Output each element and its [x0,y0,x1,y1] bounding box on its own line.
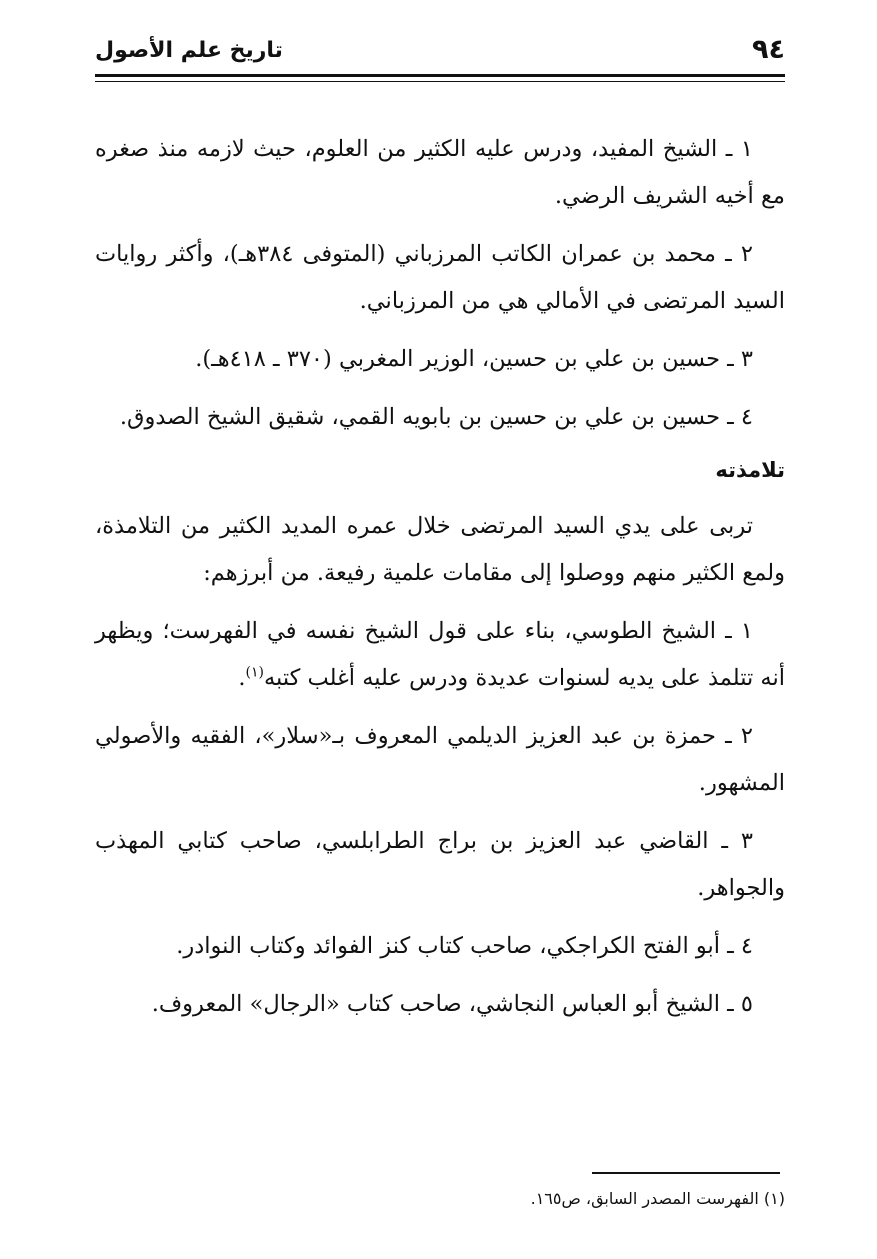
student-item-5: ٥ ـ الشيخ أبو العباس النجاشي، صاحب كتاب «الرجال» المعروف. [151,991,753,1017]
teacher-item-3: ٣ ـ حسين بن علي بن حسين، الوزير المغربي (٣٧٠ ـ ٤١٨هـ). [195,346,753,372]
teacher-item-2: ٢ ـ محمد بن عمران الكاتب المرزباني (المتوفى ٣٨٤هـ)، وأكثر روايات السيد المرتضى في الأمالي هي من المرزباني. [95,241,785,314]
header-rule-thin [95,81,785,82]
student-item-1-end: . [238,665,246,691]
footnote: (١) الفهرست المصدر السابق، ص١٦٥. [530,1189,785,1208]
section-heading: تلامذته [715,458,785,482]
footnote-separator [592,1172,780,1174]
footnote-reference: (١) [245,664,264,681]
page-number: ٩٤ [752,34,785,65]
teacher-item-1: ١ ـ الشيخ المفيد، ودرس عليه الكثير من العلوم، حيث لازمه منذ صغره مع أخيه الشريف الرضي. [95,136,785,209]
student-item-2: ٢ ـ حمزة بن عبد العزيز الديلمي المعروف بـ«سلار»، الفقيه والأصولي المشهور. [95,723,785,796]
student-item-4: ٤ ـ أبو الفتح الكراجكي، صاحب كتاب كنز الفوائد وكتاب النوادر. [176,933,753,959]
running-title: تاريخ علم الأصول [95,38,283,63]
page-header [95,30,785,72]
header-rule-thick [95,74,785,77]
students-intro: تربى على يدي السيد المرتضى خلال عمره المديد الكثير من التلامذة، ولمع الكثير منهم ووصلوا إلى مقامات علمية رفيعة. من أبرزهم: [95,513,785,586]
student-item-1-text: ١ ـ الشيخ الطوسي، بناء على قول الشيخ نفسه في الفهرست؛ ويظهر أنه تتلمذ على يديه لسنوات عديدة ودرس عليه أغلب كتبه [95,618,785,691]
teacher-item-4: ٤ ـ حسين بن علي بن حسين بن بابويه القمي، شقيق الشيخ الصدوق. [119,404,753,430]
main-text [95,126,785,1039]
student-item-1 [95,608,785,702]
student-item-3: ٣ ـ القاضي عبد العزيز بن براج الطرابلسي، صاحب كتابي المهذب والجواهر. [95,828,785,901]
